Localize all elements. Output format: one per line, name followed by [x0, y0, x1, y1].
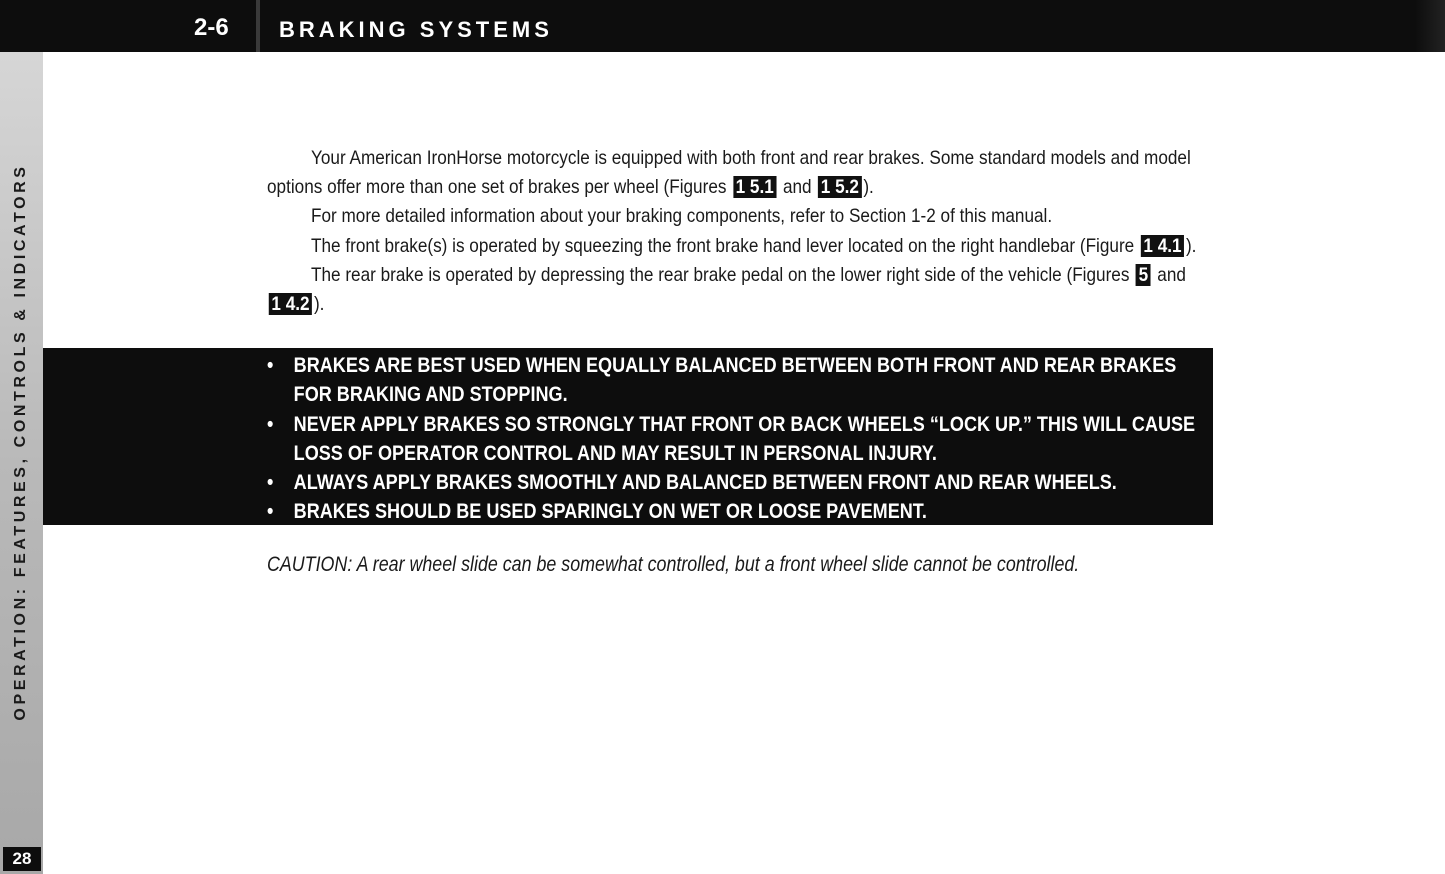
paragraph-text: ). — [313, 293, 325, 316]
warning-text: ALWAYS APPLY BRAKES SMOOTHLY AND BALANCED BETWEEN FRONT AND REAR WHEELS. — [293, 471, 1117, 495]
warning-box — [43, 348, 1213, 525]
paragraph-brakes-equipped — [267, 144, 1217, 202]
paragraph-front-brake — [267, 232, 1217, 261]
warning-text: NEVER APPLY BRAKES SO STRONGLY THAT FRONT OR BACK WHEELS “LOCK UP.” THIS WILL CAUSE LOSS OF OPERATOR CONTROL AND MAY RESULT IN PERSONAL INJURY. — [293, 412, 1196, 465]
side-tab-label: OPERATION: FEATURES, CONTROLS & INDICATORS — [12, 163, 29, 721]
paragraph-text: and — [778, 176, 817, 199]
paragraph-text: and — [1152, 263, 1186, 286]
bullet-icon: • — [267, 354, 274, 377]
paragraph-text: The rear brake is operated by depressing the rear brake pedal on the lower right side of the vehicle (Figures — [311, 263, 1135, 286]
section-number: 2-6 — [194, 14, 229, 41]
paragraph-text: ). — [1185, 234, 1197, 257]
bullet-icon: • — [267, 500, 274, 524]
header-edge — [1415, 0, 1445, 52]
figure-ref-badge: 1 5.1 — [733, 176, 776, 198]
paragraph-text: The front brake(s) is operated by squeezing the front brake hand lever located on the right handlebar (Figure — [311, 234, 1139, 257]
figure-ref-badge: 1 4.2 — [269, 293, 312, 315]
warning-text: BRAKES ARE BEST USED WHEN EQUALLY BALANCED BETWEEN BOTH FRONT AND REAR BRAKES FOR BRAKING AND STOPPING. — [293, 354, 1177, 407]
header-divider — [256, 0, 260, 52]
paragraph-more-info — [267, 202, 1217, 231]
warning-text: BRAKES SHOULD BE USED SPARINGLY ON WET OR LOOSE PAVEMENT. — [293, 500, 927, 524]
figure-ref-badge: 5 — [1136, 264, 1151, 286]
paragraph-text: For more detailed information about your braking components, refer to Section 1-2 of this manual. — [311, 205, 1053, 228]
warning-item — [267, 351, 1196, 410]
warning-item — [267, 410, 1196, 469]
warning-item — [267, 497, 1196, 526]
paragraph-text: Your American IronHorse motorcycle is equipped with both front and rear brakes. Some standard models and model options offer more than one set of brakes per wheel (Figures — [267, 147, 1191, 199]
bullet-icon: • — [267, 412, 274, 436]
warning-item — [267, 468, 1196, 497]
warning-list — [267, 351, 1196, 527]
bullet-icon: • — [267, 471, 274, 495]
paragraph-rear-brake — [267, 261, 1217, 319]
figure-ref-badge: 1 5.2 — [818, 176, 861, 198]
caution-note: CAUTION: A rear wheel slide can be somewhat controlled, but a front wheel slide cannot be controlled. — [267, 553, 1080, 576]
page-number: 28 — [3, 847, 41, 871]
paragraph-text: ). — [863, 176, 874, 199]
body-text — [267, 144, 1217, 319]
section-title: BRAKING SYSTEMS — [279, 17, 553, 42]
header-bar — [0, 0, 1445, 52]
figure-ref-badge: 1 4.1 — [1141, 235, 1184, 257]
